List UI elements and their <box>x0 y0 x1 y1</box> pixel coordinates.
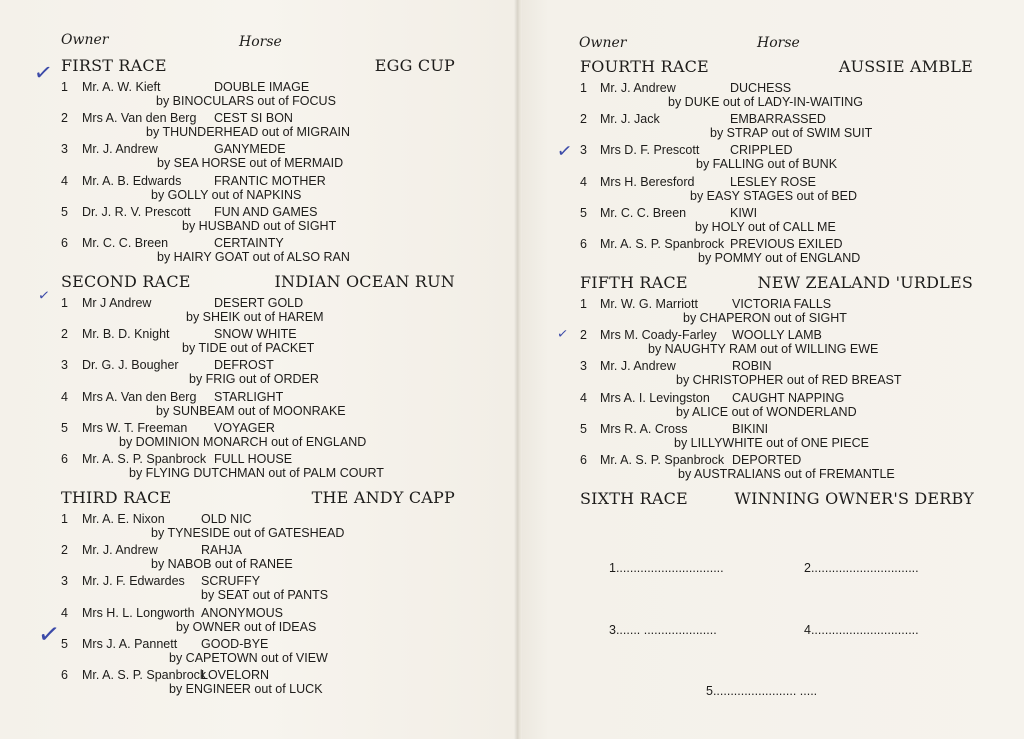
entry-pedigree: by DUKE out of LADY-IN-WAITING <box>668 95 863 109</box>
entry-number: 5 <box>61 204 68 219</box>
entry-horse: SNOW WHITE <box>214 327 297 342</box>
entry-horse: CERTAINTY <box>214 236 284 250</box>
entry-owner: Mr. A. W. Kieft <box>82 80 161 94</box>
entry-pedigree: by CHRISTOPHER out of RED BREAST <box>676 373 902 388</box>
horse-header-left: Horse <box>239 34 282 50</box>
race-entry <box>61 358 455 388</box>
entry-owner: Mr. J. F. Edwardes <box>82 574 185 589</box>
entry-pedigree: by AUSTRALIANS out of FREMANTLE <box>678 467 895 481</box>
race-entry <box>580 297 973 327</box>
entry-pedigree: by HAIRY GOAT out of ALSO RAN <box>157 250 350 264</box>
race-name: EGG CUP <box>374 56 455 75</box>
race-entry <box>61 637 455 667</box>
race-entry <box>61 236 455 266</box>
entry-owner: Mr. J. Andrew <box>600 359 676 374</box>
entry-pedigree: by SEA HORSE out of MERMAID <box>157 156 344 171</box>
entry-owner: Mr. J. Andrew <box>82 142 158 157</box>
race-entry <box>580 422 973 452</box>
entry-owner: Mr. B. D. Knight <box>82 327 170 342</box>
entry-number: 4 <box>580 390 587 405</box>
race-entry <box>580 328 973 358</box>
entry-horse: DEPORTED <box>732 453 802 467</box>
race-heading <box>61 56 455 76</box>
entry-owner: Mrs H. Beresford <box>600 174 695 189</box>
race-title: FIFTH RACE <box>580 273 688 292</box>
entry-pedigree: by TYNESIDE out of GATESHEAD <box>151 526 345 540</box>
entry-owner: Mrs A. Van den Berg <box>82 111 197 126</box>
entry-pedigree: by FLYING DUTCHMAN out of PALM COURT <box>129 466 384 480</box>
race-entry <box>580 359 973 389</box>
entry-pedigree: by TIDE out of PACKET <box>182 341 315 356</box>
entry-horse: CEST SI BON <box>214 111 293 126</box>
winner-blank-4: 4............................... <box>804 623 919 637</box>
race-title: SIXTH RACE <box>580 489 688 508</box>
entry-number: 5 <box>61 636 68 651</box>
entry-pedigree: by BINOCULARS out of FOCUS <box>156 94 336 108</box>
entry-number: 4 <box>61 605 68 620</box>
entry-number: 5 <box>580 421 587 436</box>
entry-number: 6 <box>61 452 68 466</box>
race-entry <box>61 80 455 110</box>
entry-number: 6 <box>580 237 587 251</box>
entry-horse: GANYMEDE <box>214 142 286 157</box>
entry-horse: EMBARRASSED <box>730 112 826 127</box>
entry-number: 3 <box>580 359 587 374</box>
entry-owner: Dr. G. J. Bougher <box>82 358 179 373</box>
entry-horse: WOOLLY LAMB <box>732 328 822 343</box>
entry-pedigree: by CAPETOWN out of VIEW <box>169 650 328 665</box>
entry-owner: Mrs A. I. Levingston <box>600 390 710 405</box>
entry-pedigree: by SUNBEAM out of MOONRAKE <box>156 403 346 418</box>
entry-horse: GOOD-BYE <box>201 636 269 651</box>
race-name: THE ANDY CAPP <box>311 488 455 507</box>
entry-owner: Mrs W. T. Freeman <box>82 420 188 435</box>
entry-horse: LESLEY ROSE <box>730 174 816 189</box>
race-entry <box>61 174 455 204</box>
race-entry <box>61 296 455 326</box>
entry-pedigree: by EASY STAGES out of BED <box>690 188 857 203</box>
race-entry <box>61 205 455 235</box>
entry-horse: KIWI <box>730 205 758 220</box>
entry-horse: DOUBLE IMAGE <box>214 80 310 94</box>
owner-header-left: Owner <box>61 32 109 48</box>
entry-number: 2 <box>580 328 587 343</box>
entry-horse: RAHJA <box>201 543 242 558</box>
check-mark-icon: ✓ <box>32 59 55 88</box>
winner-blank-1: 1............................... <box>609 561 724 575</box>
entry-horse: VOYAGER <box>214 420 275 435</box>
race-name: WINNING OWNER'S DERBY <box>734 489 974 508</box>
entry-owner: Mr. J. Andrew <box>82 543 158 558</box>
race-heading <box>61 272 455 292</box>
entry-number: 3 <box>61 142 68 157</box>
page-fold <box>514 0 522 739</box>
race-entry <box>580 143 973 173</box>
entry-number: 1 <box>61 296 68 310</box>
race-entry <box>61 421 455 451</box>
entry-horse: ANONYMOUS <box>201 605 283 620</box>
race-entry <box>580 237 973 267</box>
race-entry <box>580 175 973 205</box>
race-entry <box>61 111 455 141</box>
entry-number: 4 <box>580 174 587 189</box>
entry-owner: Mr. A. S. P. Spanbrock <box>600 237 725 251</box>
entry-horse: CRIPPLED <box>730 143 793 158</box>
entry-number: 6 <box>61 236 68 250</box>
entry-horse: DESERT GOLD <box>214 296 304 310</box>
entry-pedigree: by SHEIK out of HAREM <box>186 310 324 324</box>
entry-horse: PREVIOUS EXILED <box>730 237 843 251</box>
race-entry <box>61 390 455 420</box>
entry-horse: FULL HOUSE <box>214 452 293 466</box>
entry-owner: Mrs J. A. Pannett <box>82 636 178 651</box>
entry-horse: BIKINI <box>732 421 769 436</box>
entry-pedigree: by LILLYWHITE out of ONE PIECE <box>674 435 869 450</box>
entry-pedigree: by FRIG out of ORDER <box>189 372 319 387</box>
race-entry <box>61 327 455 357</box>
entry-horse: LOVELORN <box>201 668 270 682</box>
race-entry <box>61 142 455 172</box>
entry-number: 3 <box>61 574 68 589</box>
horse-header-right: Horse <box>757 35 800 51</box>
entry-number: 4 <box>61 173 68 188</box>
entry-horse: DUCHESS <box>730 81 792 95</box>
entry-pedigree: by ALICE out of WONDERLAND <box>676 404 857 419</box>
entry-number: 2 <box>61 327 68 342</box>
entry-owner: Mr. A. E. Nixon <box>82 512 165 526</box>
entry-pedigree: by FALLING out of BUNK <box>696 157 838 172</box>
entry-number: 4 <box>61 389 68 404</box>
entry-pedigree: by THUNDERHEAD out of MIGRAIN <box>146 125 350 140</box>
entry-horse: CAUGHT NAPPING <box>732 390 845 405</box>
entry-owner: Mrs D. F. Prescott <box>600 143 700 158</box>
race-entry <box>580 112 973 142</box>
entry-owner: Mr. A. B. Edwards <box>82 173 182 188</box>
race-heading <box>580 273 973 293</box>
check-mark-icon: ✓ <box>556 326 569 343</box>
entry-pedigree: by HOLY out of CALL ME <box>695 219 836 234</box>
entry-owner: Mrs M. Coady-Farley <box>600 328 717 343</box>
entry-number: 1 <box>61 512 68 526</box>
race-heading <box>580 57 973 77</box>
winner-blank-5: 5........................ ..... <box>706 684 818 698</box>
race-entry <box>580 81 973 111</box>
entry-owner: Mr. A. S. P. Spanbrock <box>82 668 207 682</box>
entry-owner: Mr. C. C. Breen <box>600 205 687 220</box>
entry-pedigree: by GOLLY out of NAPKINS <box>151 187 302 202</box>
entry-pedigree: by NABOB out of RANEE <box>151 557 293 572</box>
entry-owner: Mrs R. A. Cross <box>600 421 688 436</box>
entry-horse: VICTORIA FALLS <box>732 297 832 311</box>
entry-number: 1 <box>580 81 587 95</box>
entry-owner: Mr. W. G. Marriott <box>600 297 698 311</box>
entry-owner: Dr. J. R. V. Prescott <box>82 204 191 219</box>
entry-number: 6 <box>580 453 587 467</box>
race-heading <box>580 489 974 509</box>
race-title: FOURTH RACE <box>580 57 709 76</box>
entry-pedigree: by POMMY out of ENGLAND <box>698 251 861 265</box>
race-entry <box>580 453 973 483</box>
entry-owner: Mr. A. S. P. Spanbrock <box>82 452 207 466</box>
race-entry <box>580 206 973 236</box>
entry-number: 1 <box>580 297 587 311</box>
entry-number: 2 <box>61 543 68 558</box>
entry-horse: DEFROST <box>214 358 274 373</box>
entry-owner: Mr J Andrew <box>82 296 152 310</box>
entry-pedigree: by HUSBAND out of SIGHT <box>182 218 337 233</box>
entry-owner: Mr. J. Jack <box>600 112 660 127</box>
check-mark-icon: ✓ <box>36 618 62 652</box>
entry-number: 2 <box>580 112 587 127</box>
entry-owner: Mr. J. Andrew <box>600 81 676 95</box>
entry-horse: STARLIGHT <box>214 389 284 404</box>
check-mark-icon: ✓ <box>36 287 51 305</box>
entry-horse: FRANTIC MOTHER <box>214 173 326 188</box>
entry-pedigree: by CHAPERON out of SIGHT <box>683 311 847 325</box>
race-title: THIRD RACE <box>61 488 172 507</box>
race-name: NEW ZEALAND 'URDLES <box>757 273 973 292</box>
entry-number: 3 <box>61 358 68 373</box>
race-name: INDIAN OCEAN RUN <box>274 272 455 291</box>
race-title: SECOND RACE <box>61 272 191 291</box>
entry-number: 3 <box>580 143 587 158</box>
entry-horse: SCRUFFY <box>201 574 261 589</box>
race-entry <box>61 606 455 636</box>
entry-pedigree: by STRAP out of SWIM SUIT <box>710 126 873 141</box>
entry-number: 1 <box>61 80 68 94</box>
race-title: FIRST RACE <box>61 56 167 75</box>
race-entry <box>61 574 455 604</box>
check-mark-icon: ✓ <box>555 140 574 163</box>
winner-blank-3: 3....... ..................... <box>609 623 717 637</box>
entry-horse: FUN AND GAMES <box>214 204 318 219</box>
race-entry <box>580 391 973 421</box>
entry-owner: Mr. A. S. P. Spanbrock <box>600 453 725 467</box>
entry-number: 2 <box>61 111 68 126</box>
entry-pedigree: by SEAT out of PANTS <box>201 588 329 603</box>
winner-blank-2: 2............................... <box>804 561 919 575</box>
race-name: AUSSIE AMBLE <box>838 57 973 76</box>
entry-horse: OLD NIC <box>201 512 252 526</box>
entry-owner: Mrs H. L. Longworth <box>82 605 195 620</box>
race-heading <box>61 488 455 508</box>
entry-number: 6 <box>61 668 68 682</box>
entry-pedigree: by ENGINEER out of LUCK <box>169 682 323 696</box>
entry-number: 5 <box>580 205 587 220</box>
race-entry <box>61 512 455 542</box>
entry-pedigree: by NAUGHTY RAM out of WILLING EWE <box>648 342 879 357</box>
entry-pedigree: by DOMINION MONARCH out of ENGLAND <box>119 434 367 449</box>
owner-header-right: Owner <box>579 35 627 51</box>
entry-pedigree: by OWNER out of IDEAS <box>176 619 317 634</box>
race-entry <box>61 543 455 573</box>
entry-owner: Mr. C. C. Breen <box>82 236 169 250</box>
race-entry <box>61 452 455 482</box>
entry-number: 5 <box>61 420 68 435</box>
race-entry <box>61 668 455 698</box>
entry-owner: Mrs A. Van den Berg <box>82 389 197 404</box>
entry-horse: ROBIN <box>732 359 772 374</box>
